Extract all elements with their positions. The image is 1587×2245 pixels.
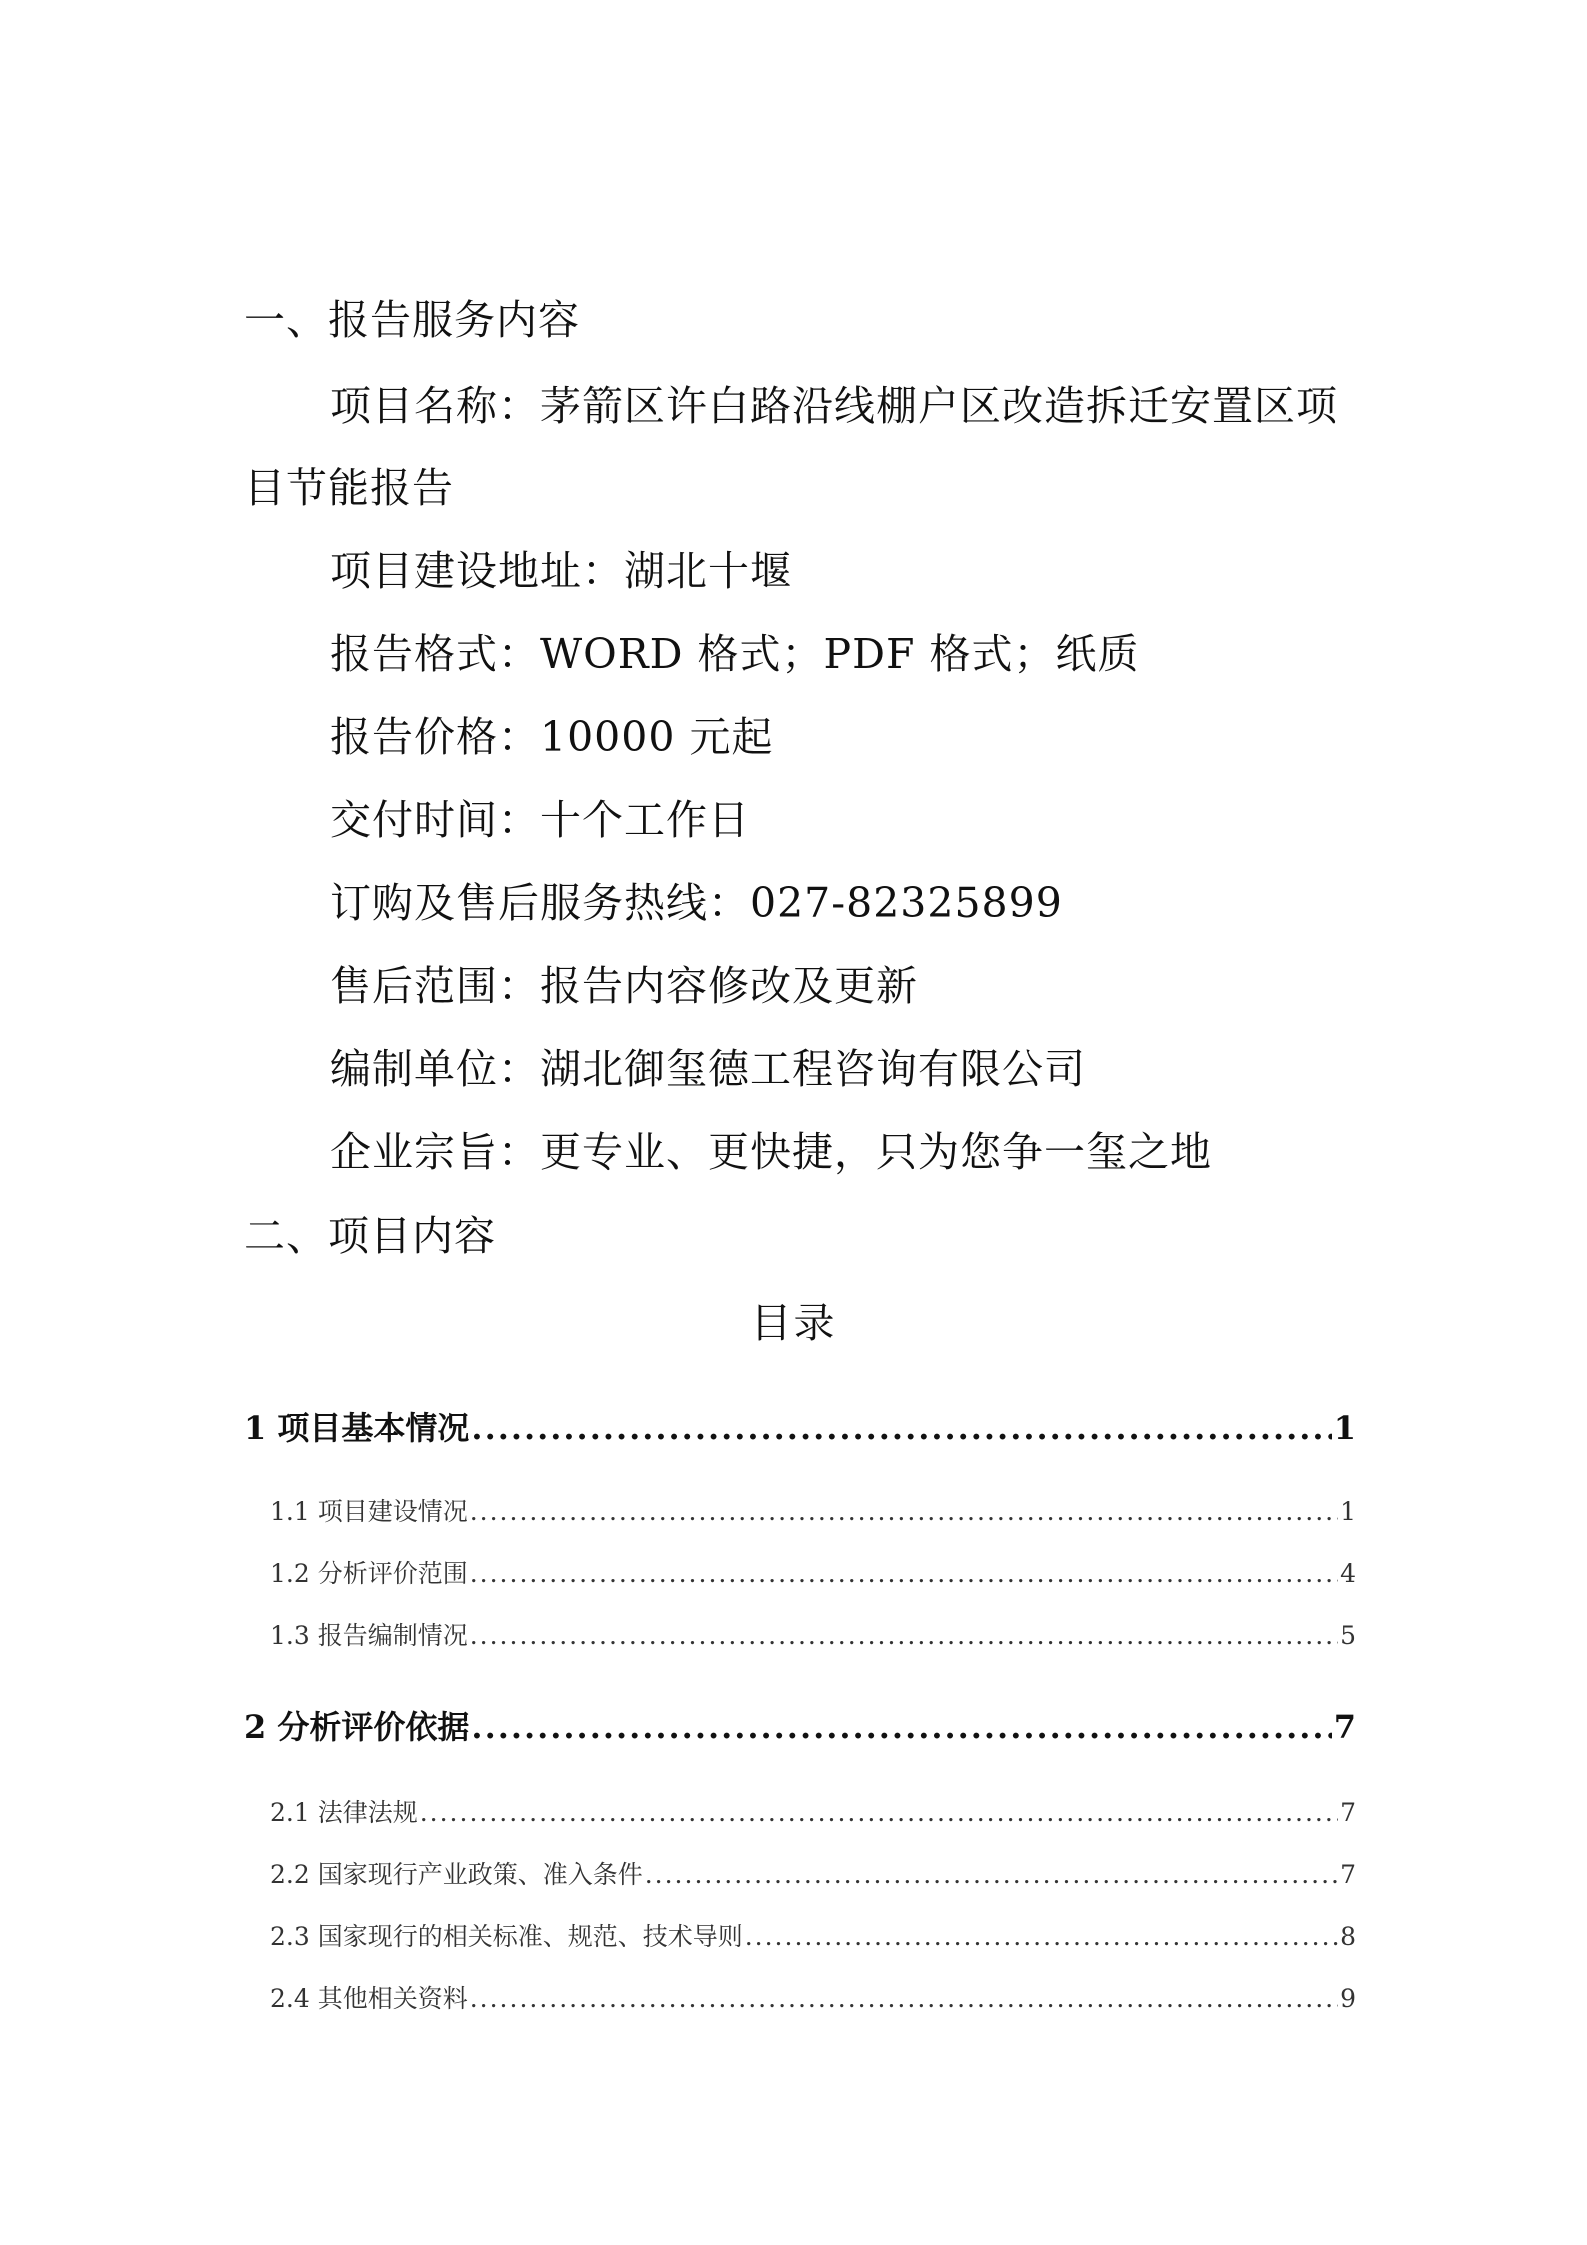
project-name-line1: 项目名称：茅箭区许白路沿线棚户区改造拆迁安置区项 [330,382,1338,430]
toc-leader [471,1408,1331,1448]
toc-leader [645,1859,1338,1891]
toc-entry[interactable] [244,1408,1356,1448]
toc-entry-page: 7 [1340,1860,1356,1889]
report-price: 报告价格：10000 元起 [330,713,774,761]
section-heading-service: 一、报告服务内容 [244,296,580,344]
toc-entry-label: 2.2 国家现行产业政策、准入条件 [270,1860,643,1889]
compiler-unit: 编制单位：湖北御玺德工程咨询有限公司 [330,1045,1086,1093]
toc-entry-page: 1 [1340,1497,1356,1526]
toc-entry-label: 1.2 分析评价范围 [270,1559,468,1588]
toc-entry[interactable] [270,1496,1356,1528]
toc-entry-page: 9 [1340,1984,1356,2013]
toc-entry-label: 2 分析评价依据 [244,1708,470,1746]
delivery-time: 交付时间：十个工作日 [330,796,750,844]
toc-entry-label: 1 项目基本情况 [244,1409,470,1447]
report-format: 报告格式：WORD 格式；PDF 格式；纸质 [330,630,1140,678]
after-sales-scope: 售后范围：报告内容修改及更新 [330,962,918,1010]
toc-leader [470,1558,1338,1590]
toc-entry-page: 4 [1340,1559,1356,1588]
toc-entry-label: 1.1 项目建设情况 [270,1497,468,1526]
toc-entry-page: 7 [1333,1708,1356,1746]
toc-leader [470,1620,1338,1652]
toc-entry-label: 2.4 其他相关资料 [270,1984,468,2013]
toc-entry[interactable] [270,1797,1356,1829]
toc-entry-page: 8 [1340,1922,1356,1951]
toc-entry[interactable] [270,1921,1356,1953]
project-site: 项目建设地址：湖北十堰 [330,547,792,595]
toc-entry-label: 2.3 国家现行的相关标准、规范、技术导则 [270,1922,743,1951]
project-name-line2: 目节能报告 [244,464,454,512]
company-motto: 企业宗旨：更专业、更快捷，只为您争一玺之地 [330,1128,1212,1176]
toc-entry[interactable] [270,1983,1356,2015]
service-hotline: 订购及售后服务热线：027-82325899 [330,879,1063,927]
toc-leader [471,1707,1331,1747]
toc-entry-page: 7 [1340,1798,1356,1827]
toc-leader [745,1921,1338,1953]
toc-title: 目录 [750,1299,837,1347]
toc-leader [420,1797,1338,1829]
toc-entry-label: 1.3 报告编制情况 [270,1621,468,1650]
toc-entry[interactable] [270,1558,1356,1590]
toc-entry[interactable] [270,1620,1356,1652]
toc-leader [470,1496,1338,1528]
toc-leader [470,1983,1338,2015]
toc-entry-label: 2.1 法律法规 [270,1798,418,1827]
toc-entry-page: 1 [1333,1409,1356,1447]
toc-entry[interactable] [270,1859,1356,1891]
toc-entry-page: 5 [1340,1621,1356,1650]
section-heading-project: 二、项目内容 [244,1212,496,1260]
toc-entry[interactable] [244,1707,1356,1747]
